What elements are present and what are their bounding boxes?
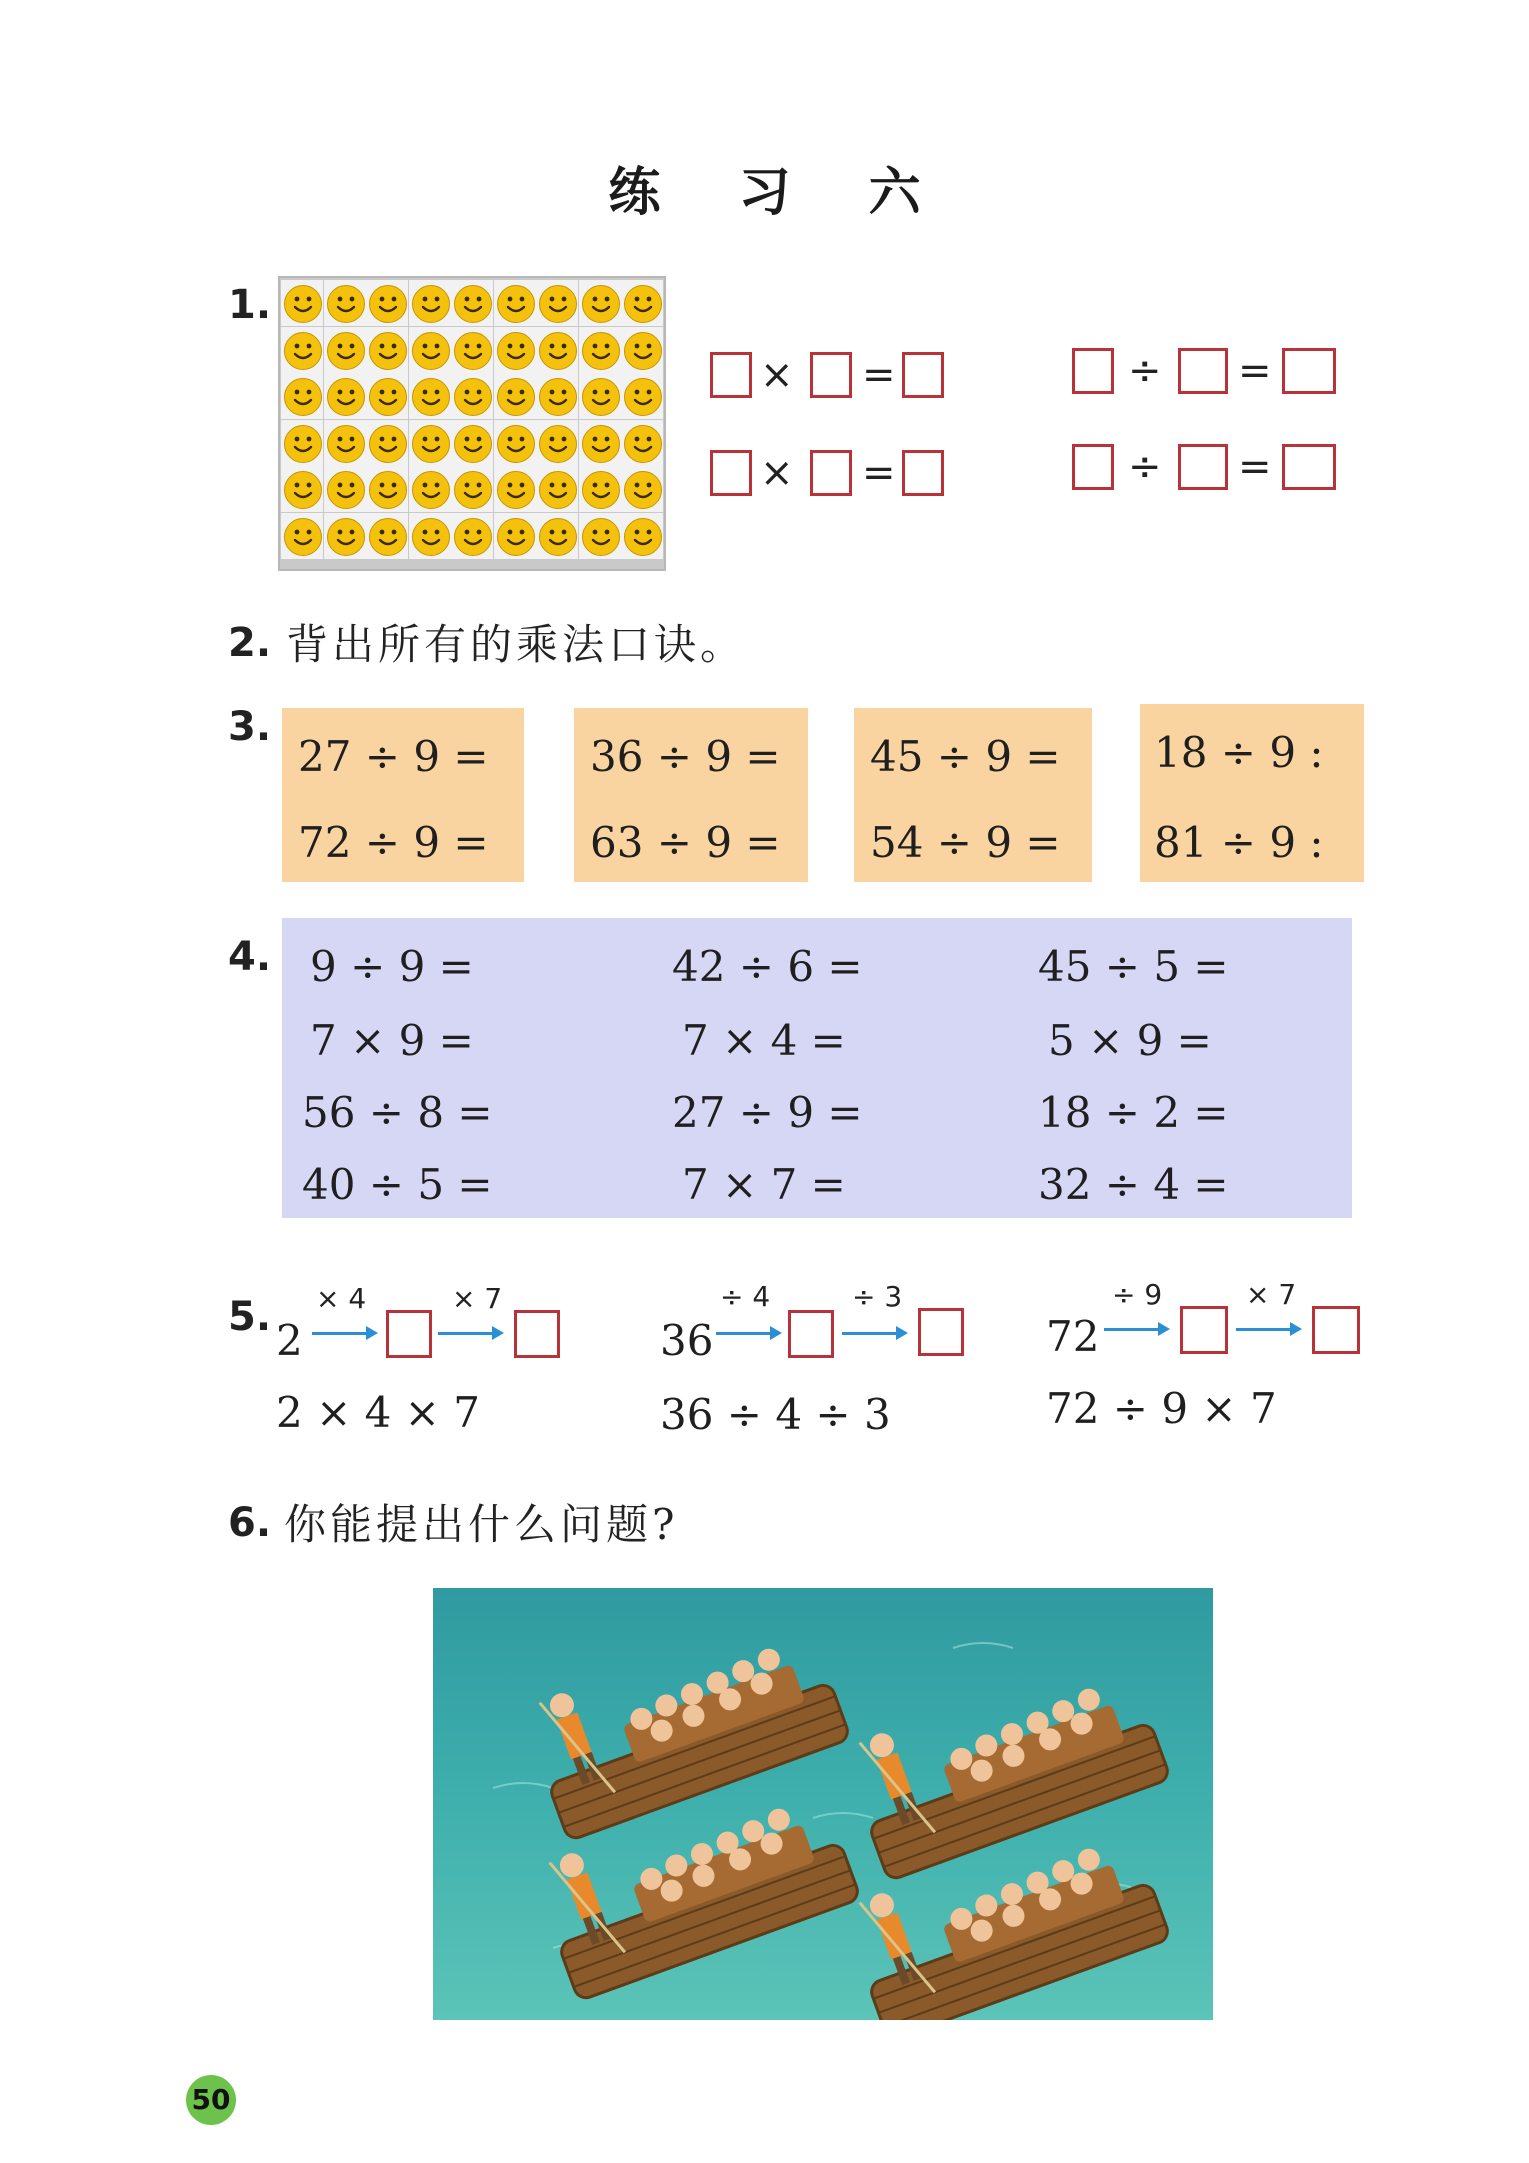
smiley-face-icon [454,518,492,556]
smiley-cell [579,513,621,559]
chain-start-number: 36 [660,1316,714,1365]
smiley-cell [281,373,323,419]
smiley-cell [409,513,451,559]
smiley-face-icon [582,471,620,509]
division-expression: 54 ÷ 9 = [870,818,1061,867]
q1-equation-4 [1072,444,1362,494]
smiley-cell [536,420,578,466]
smiley-cell [281,420,323,466]
smiley-cell [366,327,408,373]
smiley-cell [621,513,663,559]
answer-box[interactable] [386,1310,432,1358]
chain-operation-label: ÷ 4 [720,1280,771,1313]
answer-box[interactable] [1178,348,1228,394]
arrow-right-icon [842,1332,898,1335]
arrow-head-icon [492,1326,504,1340]
equals-sign: = [862,450,896,496]
question-5-number: 5. [228,1294,272,1340]
smiley-cell [281,327,323,373]
answer-box[interactable] [810,352,852,398]
smiley-face-icon [624,471,662,509]
smiley-face-icon [539,332,577,370]
smiley-face-icon [327,471,365,509]
calc-expression: 18 ÷ 2 = [1038,1088,1229,1137]
bamboo-rafts-illustration [433,1588,1213,2020]
smiley-cell [281,280,323,326]
chain-start-number: 2 [276,1316,303,1365]
smiley-cell [536,280,578,326]
answer-box[interactable] [902,352,944,398]
chain-expression: 72 ÷ 9 × 7 [1046,1384,1277,1433]
operator: × [760,352,794,398]
question-1-number: 1. [228,282,272,328]
smiley-face-icon [454,332,492,370]
smiley-face-icon [454,285,492,323]
smiley-cell [579,420,621,466]
smiley-cell [621,466,663,512]
smiley-cell [366,280,408,326]
smiley-face-icon [284,332,322,370]
arrow-head-icon [366,1326,378,1340]
answer-box[interactable] [788,1310,834,1358]
smiley-cell [536,513,578,559]
smiley-face-icon [327,332,365,370]
operator: ÷ [1128,348,1162,394]
smiley-cell [494,373,536,419]
operation-chain-1 [276,1282,596,1442]
smiley-cell [621,327,663,373]
smiley-cell [536,327,578,373]
smiley-cell [536,466,578,512]
division-card [854,708,1092,882]
smiley-face-icon [327,518,365,556]
arrow-right-icon [1236,1328,1292,1331]
smiley-face-icon [539,518,577,556]
answer-box[interactable] [902,450,944,496]
smiley-cell [621,280,663,326]
smiley-face-icon [327,425,365,463]
smiley-cell [409,373,451,419]
smiley-face-icon [369,332,407,370]
smiley-cell [494,327,536,373]
smiley-cell [494,513,536,559]
smiley-cell [451,373,493,419]
smiley-cell [451,280,493,326]
smiley-face-icon [284,425,322,463]
smiley-face-icon [369,471,407,509]
calc-expression: 27 ÷ 9 = [672,1088,863,1137]
answer-box[interactable] [514,1310,560,1358]
smiley-cell [366,466,408,512]
q1-equation-1 [710,352,970,402]
calc-expression: 32 ÷ 4 = [1038,1160,1229,1209]
division-card [574,708,808,882]
smiley-cell [451,466,493,512]
smiley-grid [278,276,666,571]
smiley-cell [409,420,451,466]
smiley-cell [451,420,493,466]
arrow-head-icon [1290,1322,1302,1336]
smiley-face-icon [454,425,492,463]
division-card [1140,704,1364,882]
smiley-face-icon [412,378,450,416]
division-expression: 81 ÷ 9 : [1154,818,1324,867]
smiley-face-icon [369,378,407,416]
smiley-face-icon [497,332,535,370]
smiley-face-icon [582,378,620,416]
smiley-face-icon [497,425,535,463]
calc-expression: 7 × 7 = [682,1160,846,1209]
equals-sign: = [862,352,896,398]
division-expression: 18 ÷ 9 : [1154,728,1324,777]
smiley-cell [409,327,451,373]
smiley-cell [281,513,323,559]
answer-box[interactable] [710,352,752,398]
smiley-cell [324,420,366,466]
smiley-face-icon [284,285,322,323]
smiley-cell [451,327,493,373]
smiley-face-icon [497,285,535,323]
smiley-cell [409,466,451,512]
smiley-cell [324,373,366,419]
smiley-face-icon [369,425,407,463]
q1-equation-3 [1072,348,1362,398]
calculation-panel [282,918,1352,1218]
equals-sign: = [1238,348,1272,394]
question-3-number: 3. [228,704,272,750]
question-4-number: 4. [228,934,272,980]
smiley-face-icon [582,425,620,463]
calc-expression: 7 × 4 = [682,1016,846,1065]
answer-box[interactable] [1072,348,1114,394]
division-card [282,708,524,882]
division-expression: 27 ÷ 9 = [298,732,489,781]
smiley-cell [451,513,493,559]
question-6-number: 6. [228,1500,272,1546]
chain-operation-label: ÷ 9 [1112,1278,1163,1311]
division-expression: 45 ÷ 9 = [870,732,1061,781]
calc-expression: 7 × 9 = [310,1016,474,1065]
chain-operation-label: × 4 [316,1282,367,1315]
chain-expression: 2 × 4 × 7 [276,1388,480,1437]
smiley-face-icon [539,378,577,416]
arrow-right-icon [1104,1328,1160,1331]
smiley-face-icon [539,425,577,463]
smiley-face-icon [327,378,365,416]
q1-equation-2 [710,450,970,500]
smiley-face-icon [539,471,577,509]
smiley-face-icon [582,518,620,556]
calc-expression: 45 ÷ 5 = [1038,942,1229,991]
calc-expression: 5 × 9 = [1048,1016,1212,1065]
answer-box[interactable] [810,450,852,496]
smiley-cell [579,327,621,373]
smiley-cell [494,420,536,466]
calc-expression: 56 ÷ 8 = [302,1088,493,1137]
smiley-face-icon [369,285,407,323]
smiley-cell [409,280,451,326]
smiley-cell [579,373,621,419]
calc-expression: 9 ÷ 9 = [310,942,474,991]
smiley-face-icon [582,332,620,370]
calc-expression: 40 ÷ 5 = [302,1160,493,1209]
smiley-cell [494,466,536,512]
smiley-cell [366,373,408,419]
smiley-face-icon [412,332,450,370]
answer-box[interactable] [1180,1306,1228,1354]
smiley-face-icon [582,285,620,323]
answer-box[interactable] [1282,348,1336,394]
smiley-face-icon [497,518,535,556]
smiley-cell [366,513,408,559]
smiley-cell [579,280,621,326]
answer-box[interactable] [1178,444,1228,490]
smiley-cell [366,420,408,466]
smiley-face-icon [412,285,450,323]
smiley-face-icon [369,518,407,556]
question-6-text: 你能提出什么问题? [284,1500,679,1549]
calc-expression: 42 ÷ 6 = [672,942,863,991]
operation-chain-2 [660,1280,1000,1440]
smiley-cell [324,327,366,373]
smiley-face-icon [327,285,365,323]
smiley-face-icon [624,518,662,556]
smiley-face-icon [454,378,492,416]
smiley-face-icon [624,378,662,416]
smiley-face-icon [412,518,450,556]
division-expression: 36 ÷ 9 = [590,732,781,781]
smiley-face-icon [412,425,450,463]
operator: ÷ [1128,444,1162,490]
chain-operation-label: × 7 [452,1282,503,1315]
arrow-head-icon [896,1326,908,1340]
smiley-face-icon [624,425,662,463]
smiley-face-icon [284,471,322,509]
arrow-right-icon [716,1332,772,1335]
chain-operation-label: × 7 [1246,1278,1297,1311]
division-expression: 63 ÷ 9 = [590,818,781,867]
smiley-cell [621,420,663,466]
smiley-face-icon [412,471,450,509]
smiley-cell [324,466,366,512]
operator: × [760,450,794,496]
page-title: 练 习 六 [608,163,951,223]
smiley-face-icon [624,332,662,370]
smiley-cell [281,466,323,512]
chain-operation-label: ÷ 3 [852,1280,903,1313]
question-2-text: 背出所有的乘法口诀。 [286,620,747,669]
arrow-head-icon [770,1326,782,1340]
equals-sign: = [1238,444,1272,490]
smiley-cell [324,280,366,326]
page-number-badge: 50 [186,2075,236,2125]
chain-start-number: 72 [1046,1312,1100,1361]
smiley-face-icon [497,471,535,509]
smiley-face-icon [284,378,322,416]
smiley-cell [579,466,621,512]
division-expression: 72 ÷ 9 = [298,818,489,867]
arrow-right-icon [312,1332,368,1335]
answer-box[interactable] [1072,444,1114,490]
smiley-face-icon [497,378,535,416]
smiley-face-icon [454,471,492,509]
question-2-number: 2. [228,620,272,666]
smiley-cell [536,373,578,419]
smiley-face-icon [284,518,322,556]
answer-box[interactable] [710,450,752,496]
answer-box[interactable] [1312,1306,1360,1354]
smiley-face-icon [624,285,662,323]
arrow-right-icon [438,1332,494,1335]
answer-box[interactable] [918,1308,964,1356]
smiley-cell [621,373,663,419]
operation-chain-3 [1046,1278,1366,1438]
smiley-cell [324,513,366,559]
smiley-face-icon [539,285,577,323]
smiley-cell [494,280,536,326]
answer-box[interactable] [1282,444,1336,490]
arrow-head-icon [1158,1322,1170,1336]
chain-expression: 36 ÷ 4 ÷ 3 [660,1390,891,1439]
